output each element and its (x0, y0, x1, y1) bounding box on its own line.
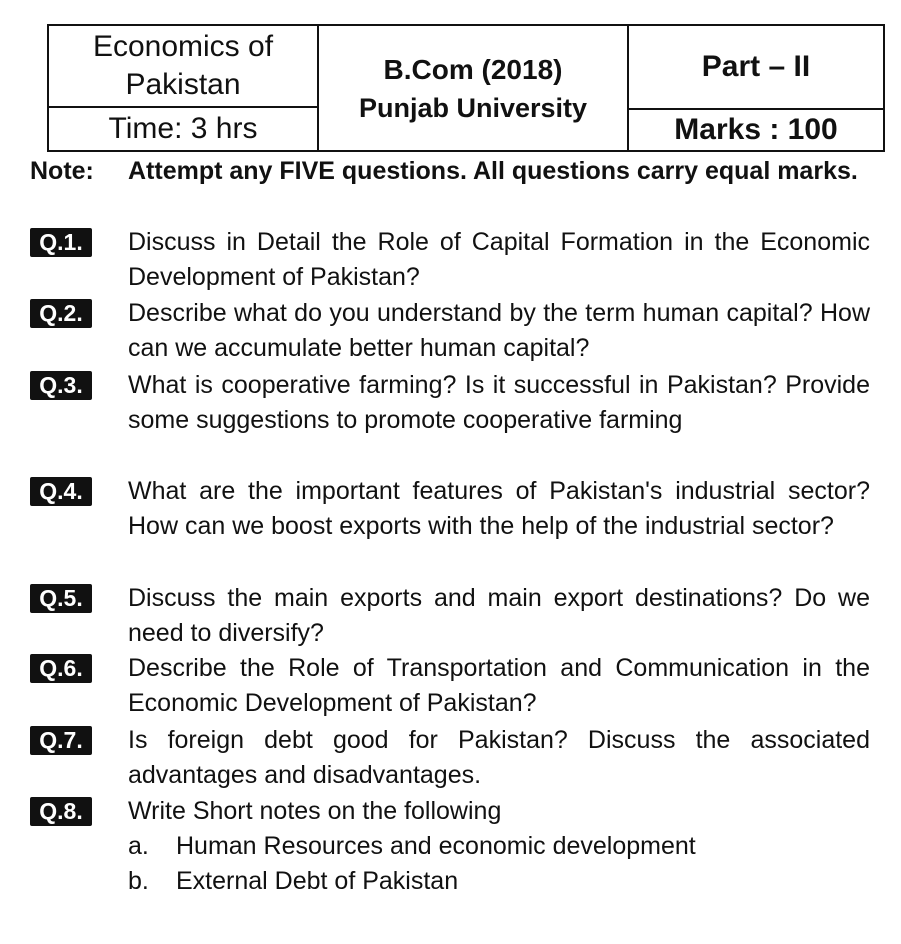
question-text: Is foreign debt good for Pakistan? Discuss the associated advantages and disadvantages. (128, 726, 870, 789)
subject-title-line1: Economics of (92, 30, 274, 63)
sub-item-text: Human Resources and economic development (176, 832, 696, 860)
course-cell (319, 26, 627, 150)
sub-item-letter: a. (128, 832, 149, 860)
course-name: B.Com (2018) (383, 54, 563, 85)
question-number-badge: Q.7. (30, 726, 92, 755)
question-number-badge: Q.1. (30, 228, 92, 257)
time-cell (49, 108, 317, 150)
question-text: What is cooperative farming? Is it successful in Pakistan? Provide some suggestions to promote cooperative farming (128, 371, 870, 434)
question-text: What are the important features of Pakistan's industrial sector? How can we boost exports with the help of the industrial sector? (128, 477, 870, 540)
sub-item-letter: b. (128, 867, 149, 895)
question-text: Discuss in Detail the Role of Capital Formation in the Economic Development of Pakistan? (128, 228, 870, 291)
question-number-badge: Q.4. (30, 477, 92, 506)
question-text: Write Short notes on the following (128, 797, 502, 825)
question-number-badge: Q.5. (30, 584, 92, 613)
sub-item-text: External Debt of Pakistan (176, 867, 459, 895)
exam-time: Time: 3 hrs (108, 112, 258, 145)
note-text: Attempt any FIVE questions. All questions carry equal marks. (128, 157, 858, 185)
question-number-badge: Q.2. (30, 299, 92, 328)
question-text: Describe the Role of Transportation and Communication in the Economic Development of Pakistan? (128, 654, 870, 717)
question-number-badge: Q.6. (30, 654, 92, 683)
part-cell (629, 26, 883, 108)
subject-cell (49, 26, 317, 106)
exam-part: Part – II (701, 50, 811, 83)
question-text: Describe what do you understand by the term human capital? How can we accumulate better human capital? (128, 299, 870, 362)
total-marks: Marks : 100 (674, 113, 838, 146)
university-name: Punjab University (358, 93, 588, 123)
note-label: Note: (30, 157, 94, 185)
question-number-badge: Q.8. (30, 797, 92, 826)
header-table (47, 24, 885, 152)
marks-cell (629, 110, 883, 150)
subject-title-line2: Pakistan (125, 68, 241, 101)
question-number-badge: Q.3. (30, 371, 92, 400)
question-text: Discuss the main exports and main export destinations? Do we need to diversify? (128, 584, 870, 647)
